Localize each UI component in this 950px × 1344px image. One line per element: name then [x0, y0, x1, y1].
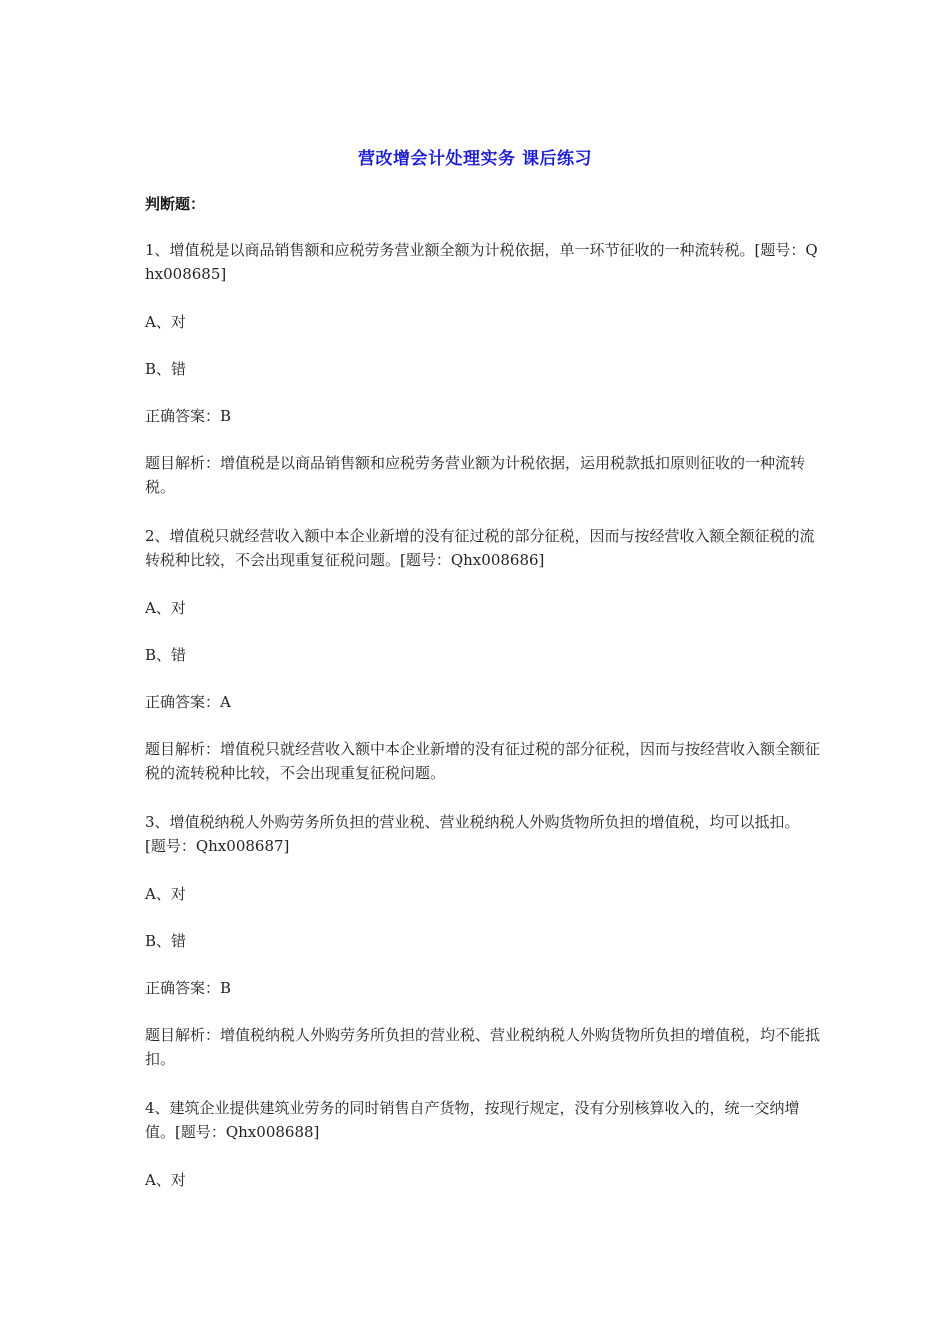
- question-4-text: 4、建筑企业提供建筑业劳务的同时销售自产货物，按现行规定，没有分别核算收入的，统一交纳增值。[题号：Qhx008688]: [145, 1099, 800, 1141]
- question-3-option-b: B、错: [145, 932, 187, 950]
- section-title: 判断题：: [145, 195, 206, 213]
- question-2-text: 2、增值税只就经营收入额中本企业新增的没有征过税的部分征税，因而与按经营收入额全额征税的流转税种比较，不会出现重复征税问题。[题号：Qhx008686]: [145, 527, 815, 569]
- question-4-option-a: A、对: [145, 1171, 186, 1189]
- question-1-answer: 正确答案：B: [145, 407, 232, 425]
- question-1-option-b: B、错: [145, 360, 187, 378]
- question-1-analysis: 题目解析：增值税是以商品销售额和应税劳务营业额为计税依据，运用税款抵扣原则征收的一种流转税。: [145, 454, 806, 496]
- question-3-answer: 正确答案：B: [145, 979, 232, 997]
- question-2-analysis: 题目解析：增值税只就经营收入额中本企业新增的没有征过税的部分征税，因而与按经营收入额全额征税的流转税种比较，不会出现重复征税问题。: [145, 740, 821, 782]
- question-3-option-a: A、对: [145, 885, 186, 903]
- question-2-option-b: B、错: [145, 646, 187, 664]
- question-1-option-a: A、对: [145, 313, 186, 331]
- question-1-text: 1、增值税是以商品销售额和应税劳务营业额全额为计税依据，单一环节征收的一种流转税。[题号：Qhx008685]: [145, 241, 818, 283]
- question-2-option-a: A、对: [145, 599, 186, 617]
- question-2-answer: 正确答案：A: [145, 693, 231, 711]
- question-3-text: 3、增值税纳税人外购劳务所负担的营业税、营业税纳税人外购货物所负担的增值税，均可以抵扣。[题号：Qhx008687]: [145, 813, 800, 855]
- question-3-analysis: 题目解析：增值税纳税人外购劳务所负担的营业税、营业税纳税人外购货物所负担的增值税，均不能抵扣。: [145, 1026, 821, 1068]
- document-title: 营改增会计处理实务 课后练习: [358, 149, 592, 169]
